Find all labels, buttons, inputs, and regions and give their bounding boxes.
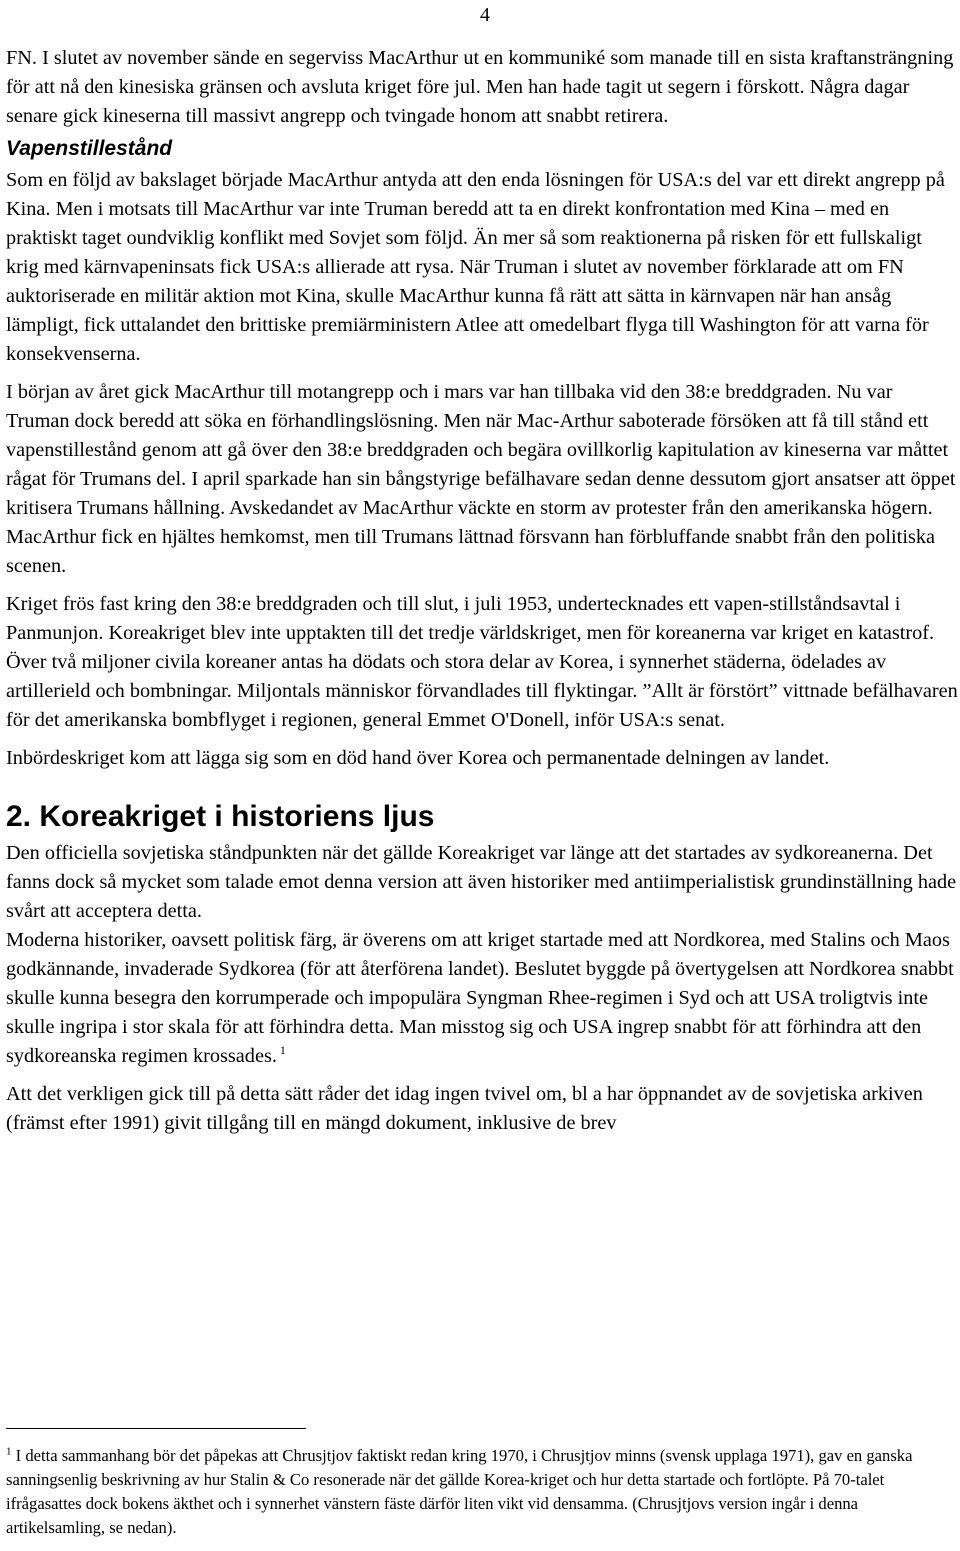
subheading-vapenstillestand: Vapenstillestånd: [6, 137, 173, 160]
paragraph-armistice: Kriget frös fast kring den 38:e breddgraden och till slut, i juli 1953, undertecknades ett vapen-stillståndsavtal i Panmunjon. Koreakriget blev inte upptakten till det tredje världskriget, men för koreanerna var kriget en katastrof. Över två miljoner civila koreaner antas ha dödats och stora delar av Korea, i synnerhet städerna, ödelades av artillerield och bombningar. Miljontals människor förvandlades till flyktingar. ”Allt är förstört” vittnade befälhavaren för det amerikanska bombflyget i regionen, general Emmet O'Donell, inför USA:s senat.: [6, 593, 958, 731]
section-heading-2: 2. Koreakriget i historiens ljus: [6, 800, 435, 833]
paragraph-fn-offensive: FN. I slutet av november sände en segerviss MacArthur ut en kommuniké som manade till en sista kraftansträngning för att nå den kinesiska gränsen och avsluta kriget före jul. Men han hade tagit ut segern i förskott. Några dagar senare gick kineserna till massivt angrepp och tvingade honom att snabbt retirera.: [6, 47, 954, 127]
paragraph-soviet-position: Den officiella sovjetiska ståndpunkten när det gällde Koreakriget var länge att det startades av sydkoreanerna. Det fanns dock så mycket som talade emot denna version att även historiker med antiimperialistisk grundinställning hade svårt att acceptera detta.: [6, 842, 957, 922]
paragraph-modern-historians-text: Moderna historiker, oavsett politisk färg, är överens om att kriget startade med att Nordkorea, med Stalins och Maos godkännande, invaderade Sydkorea (för att återförena landet). Beslutet byggde på övertygelsen att Nordkorea snabbt skulle kunna besegra den korrumperade och impopulära Syngman Rhee-regimen i Syd och att USA troligtvis inte skulle ingripa i stor skala för att förhindra detta. Man misstog sig och USA ingrep snabbt för att förhindra att den sydkoreanska regimen krossades.: [6, 929, 954, 1067]
paragraph-macarthur-china: Som en följd av bakslaget började MacArthur antyda att den enda lösningen för USA:s del var ett direkt angrepp på Kina. Men i motsats till MacArthur var inte Truman beredd att ta en direkt konfrontation med Kina – med en praktiskt taget oundviklig konflikt med Sovjet som följd. Än mer så som reaktionerna på risken för ett fullskaligt krig med kärnvapeninsats fick USA:s allierade att rysa. När Truman i slutet av november förklarade att om FN auktoriserade en militär aktion mot Kina, skulle MacArthur kunna få rätt att sätta in kärnvapen när han ansåg lämpligt, fick uttalandet den brittiske premiärministern Atlee att omedelbart flyga till Washington för att varna för konsekvenserna.: [6, 169, 945, 365]
footnote-number: 1: [6, 1445, 12, 1458]
footnote-reference[interactable]: 1: [279, 1043, 286, 1058]
footnote-separator: [6, 1428, 306, 1429]
paragraph-soviet-archives: Att det verkligen gick till på detta sätt råder det idag ingen tvivel om, bl a har öppnandet av de sovjetiska arkiven (främst efter 1991) givit tillgång till en mängd dokument, inklusive de brev: [6, 1083, 923, 1134]
footnote-text: I detta sammanhang bör det påpekas att Chrusjtjov faktiskt redan kring 1970, i Chrusjtjov minns (svensk upplaga 1971), gav en ganska sanningsenlig beskrivning av hur Stalin & Co resonerade när det gällde Korea-kriget och hur detta startade och fortlöpte. På 70-talet ifrågasattes dock bokens äkthet och i synnerhet vänstern fäste därför liten vikt vid densamma. (Chrusjtjovs version ingår i denna artikelsamling, se nedan).: [6, 1446, 913, 1537]
footnote: [6, 1444, 951, 1540]
paragraph-modern-historians: [6, 926, 958, 1071]
document-body: [6, 44, 958, 1138]
page-number: 4: [480, 4, 490, 26]
paragraph-counterattack: I början av året gick MacArthur till motangrepp och i mars var han tillbaka vid den 38:e breddgraden. Nu var Truman dock beredd att söka en förhandlingslösning. Men när Mac-Arthur saboterade försöken att få till stånd ett vapenstillestånd genom att gå över den 38:e breddgraden och begära ovillkorlig kapitulation av kineserna var måttet rågat för Trumans del. I april sparkade han sin bångstyrige befälhavare sedan denne dessutom gjort ansatser att öppet kritisera Trumans hållning. Avskedandet av MacArthur väckte en storm av protester från den amerikanska högern. MacArthur fick en hjältes hemkomst, men till Trumans lättnad försvann han förbluffande snabbt från den politiska scenen.: [6, 381, 956, 577]
paragraph-civil-war: Inbördeskriget kom att lägga sig som en död hand över Korea och permanentade delningen av landet.: [6, 747, 830, 769]
